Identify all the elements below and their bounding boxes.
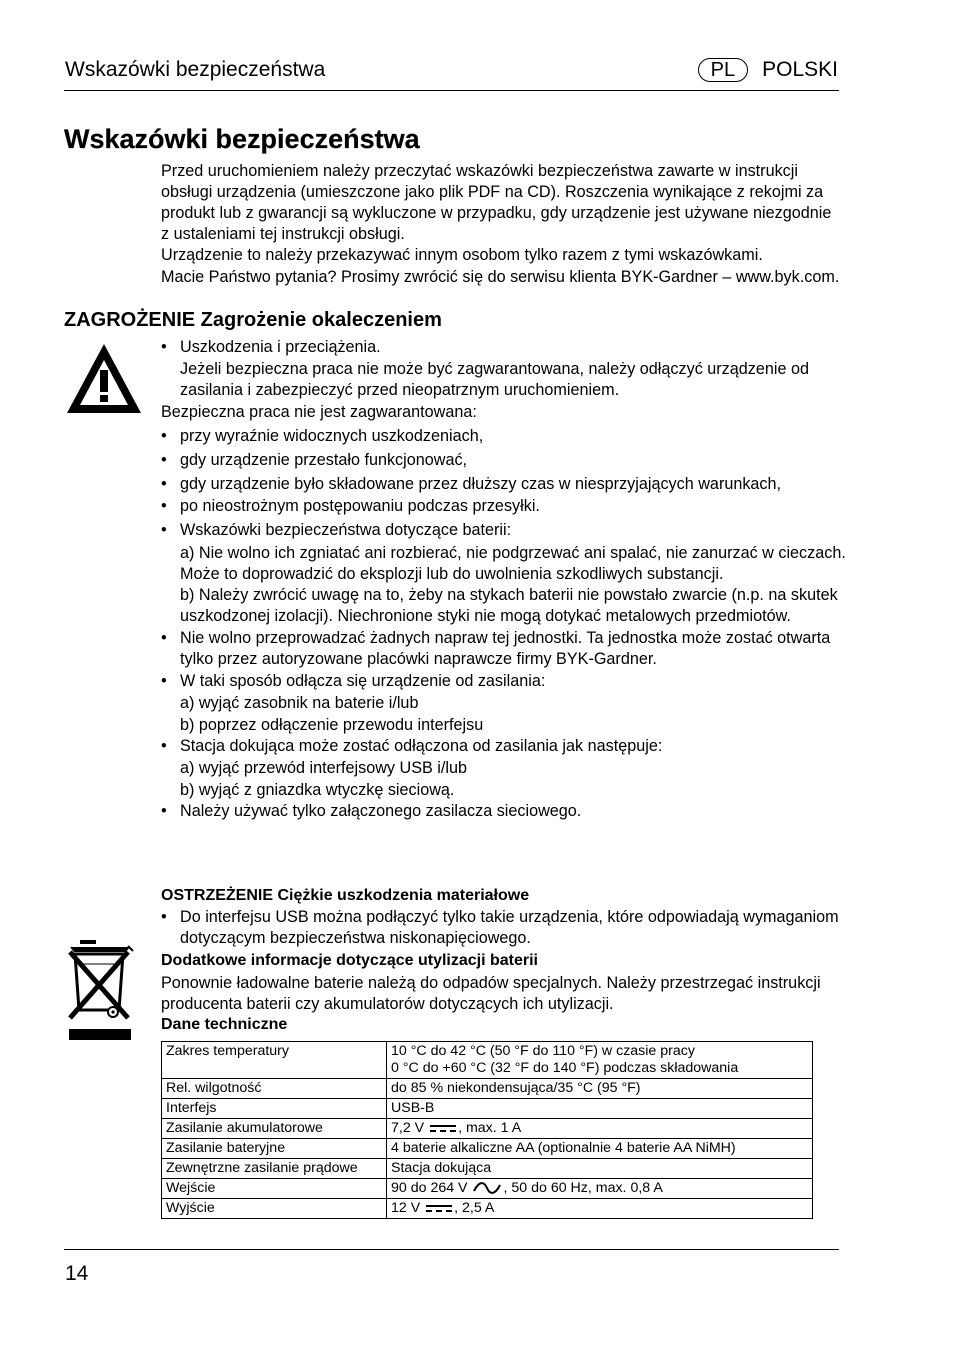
dc-symbol-icon — [430, 1124, 456, 1133]
table-row — [162, 1179, 813, 1199]
spec-table — [161, 1041, 813, 1219]
danger-heading: ZAGROŻENIE Zagrożenie okaleczeniem — [64, 309, 442, 331]
spec-label: Zasilanie bateryjne — [162, 1139, 387, 1159]
list-item: • Do interfejsu USB można podłączyć tylko takie urządzenia, które odpowiadają wymaganiom dotyczącym bezpieczeństwa niskonapięciowego. — [161, 907, 851, 949]
spec-label: Zakres temperatury — [162, 1042, 387, 1079]
table-row — [162, 1099, 813, 1119]
page-title: Wskazówki bezpieczeństwa — [64, 124, 420, 154]
list-item: • Należy używać tylko załączonego zasilacza sieciowego. — [161, 801, 851, 822]
header-title: Wskazówki bezpieczeństwa — [65, 58, 326, 81]
warning-list — [161, 907, 851, 949]
list-item: • gdy urządzenie było składowane przez dłuższy czas w niesprzyjających warunkach, — [161, 474, 851, 495]
ac-symbol-icon — [473, 1182, 501, 1194]
language-name: POLSKI — [762, 58, 838, 81]
spec-value: Stacja dokująca — [387, 1159, 813, 1179]
table-row — [162, 1042, 813, 1079]
header-language — [698, 58, 838, 82]
table-row — [162, 1119, 813, 1139]
dc-symbol-icon — [426, 1204, 452, 1213]
list-item: • przy wyraźnie widocznych uszkodzeniach, — [161, 426, 851, 447]
list-item: • Uszkodzenia i przeciążenia. — [161, 337, 851, 358]
list-item-detail: b) wyjąć z gniazdka wtyczkę sieciową. — [180, 781, 455, 799]
spec-value: 90 do 264 V , 50 do 60 Hz, max. 0,8 A — [387, 1179, 813, 1199]
list-item: • Nie wolno przeprowadzać żadnych napraw tej jednostki. Ta jednostka może zostać otwarta tylko przez autoryzowane placówki naprawcze firmy BYK-Gardner. — [161, 628, 851, 670]
list-item-detail: b) poprzez odłączenie przewodu interfejsu — [180, 716, 484, 734]
spec-value: do 85 % niekondensująca/35 °C (95 °F) — [387, 1079, 813, 1099]
list-item-detail: Jeżeli bezpieczna praca nie może być zagwarantowana, należy odłączyć urządzenie od zasilania i zabezpieczyć przed nieopatrznym uruchomieniem. — [180, 360, 809, 399]
header-rule — [64, 90, 839, 91]
spec-label: Wyjście — [162, 1199, 387, 1219]
spec-label: Zewnętrzne zasilanie prądowe — [162, 1159, 387, 1179]
list-item: • W taki sposób odłącza się urządzenie od zasilania: — [161, 671, 851, 692]
spec-label: Wejście — [162, 1179, 387, 1199]
list-item: • gdy urządzenie przestało funkcjonować, — [161, 450, 851, 471]
spec-value: 4 baterie alkaliczne AA (optionalnie 4 baterie AA NiMH) — [387, 1139, 813, 1159]
list-item: • po nieostrożnym postępowaniu podczas przesyłki. — [161, 496, 851, 517]
table-row — [162, 1159, 813, 1179]
disposal-heading: Dodatkowe informacje dotyczące utylizacji baterii — [161, 952, 538, 969]
warning-triangle-icon — [64, 341, 144, 417]
tech-heading: Dane techniczne — [161, 1016, 288, 1033]
intro-paragraph-3: Macie Państwo pytania? Prosimy zwrócić się do serwisu klienta BYK-Gardner – www.byk.com. — [161, 268, 840, 286]
table-row — [162, 1199, 813, 1219]
danger-list — [161, 337, 851, 822]
page-number: 14 — [65, 1262, 89, 1285]
list-item-detail: b) Należy zwrócić uwagę na to, żeby na stykach baterii nie powstało zwarcie (n.p. na skutek uszkodzonej izolacji). Niechronione styki nie mogą dotykać metalowych przedmiotów. — [180, 586, 838, 625]
spec-value: USB-B — [387, 1099, 813, 1119]
spec-label: Zasilanie akumulatorowe — [162, 1119, 387, 1139]
language-badge: PL — [698, 58, 748, 82]
list-item-detail: a) Nie wolno ich zgniatać ani rozbierać, nie podgrzewać ani spalać, nie zanurzać w cieczach. Może to doprowadzić do eksplozji lub do uwolnienia szkodliwych substancji. — [180, 544, 846, 583]
spec-value: 10 °C do 42 °C (50 °F do 110 °F) w czasie pracy 0 °C do +60 °C (32 °F do 140 °F) podczas składowania — [387, 1042, 813, 1079]
spec-value: 7,2 V , max. 1 A — [387, 1119, 813, 1139]
spec-value: 12 V , 2,5 A — [387, 1199, 813, 1219]
table-row — [162, 1079, 813, 1099]
danger-intro: Bezpieczna praca nie jest zagwarantowana: — [161, 403, 477, 421]
spec-label: Interfejs — [162, 1099, 387, 1119]
disposal-text: Ponownie ładowalne baterie należą do odpadów specjalnych. Należy przestrzegać instrukcji producenta baterii czy akumulatorów dotyczących ich utylizacji. — [161, 974, 821, 1013]
list-item-detail: a) wyjąć zasobnik na baterie i/lub — [180, 694, 419, 712]
list-item-detail: a) wyjąć przewód interfejsowy USB i/lub — [180, 759, 467, 777]
list-item: • Wskazówki bezpieczeństwa dotyczące baterii: — [161, 520, 851, 541]
list-item: • Stacja dokująca może zostać odłączona od zasilania jak następuje: — [161, 736, 851, 757]
intro-paragraph-1: Przed uruchomieniem należy przeczytać wskazówki bezpieczeństwa zawarte w instrukcji obsługi urządzenia (umieszczone jako plik PDF na CD). Roszczenia wynikające z rekojmi za produkt lub z gwarancji są wykluczone w przypadku, gdy urządzenie jest używane niezgodnie z ustaleniami tej instrukcji obsługi. — [161, 162, 832, 243]
table-row — [162, 1139, 813, 1159]
crossed-out-bin-icon — [66, 938, 134, 1044]
warning-heading: OSTRZEŻENIE Ciężkie uszkodzenia materiałowe — [161, 887, 530, 904]
intro-paragraph-2: Urządzenie to należy przekazywać innym osobom tylko razem z tymi wskazówkami. — [161, 246, 763, 264]
footer-rule — [64, 1249, 839, 1250]
spec-label: Rel. wilgotność — [162, 1079, 387, 1099]
